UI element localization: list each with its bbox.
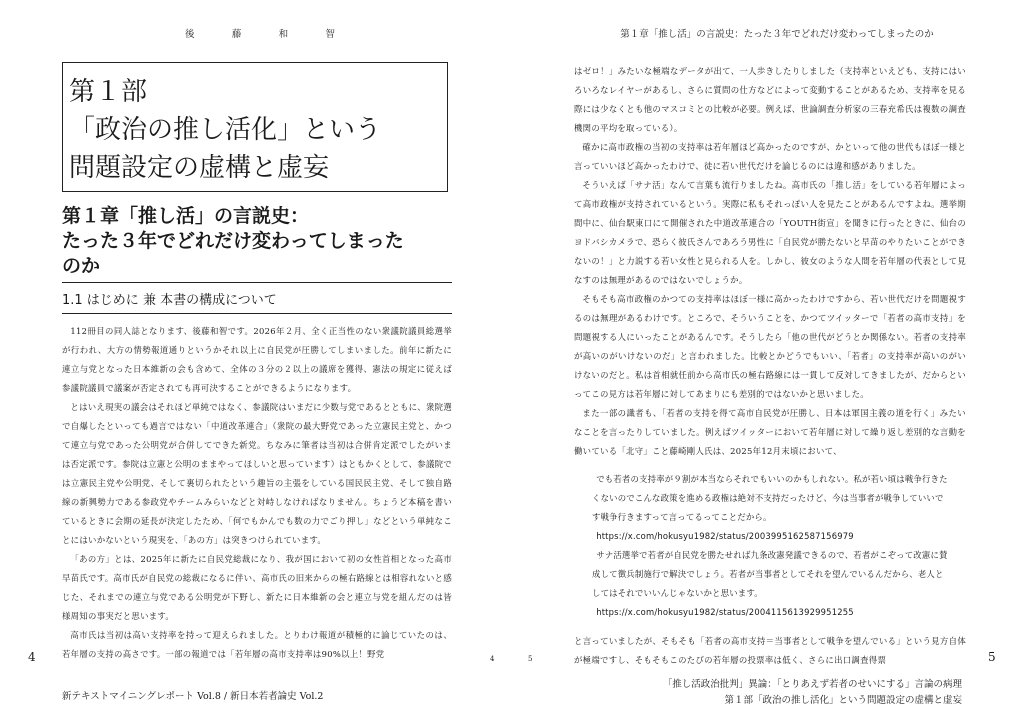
part-title-box	[62, 62, 448, 192]
quote-url-link[interactable]: https://x.com/hokusyu1982/status/2004115613929951255	[596, 607, 854, 617]
right-page	[512, 0, 1024, 726]
left-body-text	[62, 322, 452, 664]
chapter-title	[62, 204, 452, 283]
running-head-author	[185, 26, 335, 40]
page-number: 5	[988, 650, 996, 664]
paragraph: 112冊目の同人誌となります、後藤和智です。2026年２月、全く正当性のない衆議院議員総選挙が行われ、大方の情勢報道通りというかそれ以上に自民党が圧勝してしまいました。前年に新たに連立与党となった日本維新の会も含めて、全体の３分の２以上の議席を獲得、憲法の規定に従えば参議院議員で議案が否定されても再可決することができるようになります。	[62, 326, 452, 393]
footer	[663, 677, 962, 709]
paragraph: そもそも高市政権のかつての支持率はほぼ一様に高かったわけですから、若い世代だけを問題視するのは無理があるわけです。ところで、そういうことを、かつてツイッターで「若者の高市支持」を問題視する人にいったことがあるんです。そうしたら「他の世代がどうとか関係ない。若者の支持率が高いのがいけないのだ」と言われました。比較とかどうでもいい、「若者」の支持率が高いのがいけないのだと。私は首相就任前から高市氏の極右路線には一貫して反対してきましたが、だからといってこの見方は若年層に対してあまりにも差別的ではないかと思いました。	[574, 294, 966, 399]
closing-text	[574, 632, 966, 670]
quote-url-link[interactable]: https://x.com/hokusyu1982/status/2003995162587156979	[596, 531, 854, 541]
running-head-char: 智	[325, 29, 335, 40]
running-head-char: 藤	[231, 29, 242, 40]
footer-line: 「推し活政治批判」異論：「とりあえず若者のせいにする」言論の病理	[662, 679, 962, 690]
page-number: 4	[28, 650, 36, 664]
paragraph: とはいえ現実の議会はそれほど単純ではなく、参議院はいまだに少数与党であるとともに、衆院選で自爆したといっても過言ではない「中道改革連合」（衆院の最大野党であった立憲民主党と、かつて連立与党であった公明党が合併してできた新党。ちなみに筆者は当初は合併肯定派でしたがいまは否定派です。参院は立憲と公明のままやってほしいと思っています）はともかくとして、参議院では立憲民主党や公明党、そして裏切られたという趣旨の主張をしている国民民主党、そして独自路線の新興勢力である参政党やチームみらいなどと対峙しなければなりません。ちょうど本稿を書いているときに会期の延長が決定したため、「何でもかんでも数の力でごり押し」などという単純なことにはいかないという現実を、「あの方」は突きつけられています。	[62, 402, 452, 545]
paragraph: はゼロ！」みたいな極端なデータが出て、一人歩きしたりしました（支持率といえども、支持にはいろいろなレイヤーがあるし、さらに質問の仕方などによって変動することがあるため、支持率を見る際には少なくとも他のマスコミとの比較が必要。例えば、世論調査分析家の三春充希氏は複数の調査機関の平均を取っている）。	[574, 66, 966, 133]
paragraph: と言っていましたが、そもそも「若者の高市支持＝当事者として戦争を望んでいる」という見方自体が極端ですし、そもそもこのたびの若年層の投票率は低く、さらに出口調査得票	[574, 636, 966, 665]
chapter-title-line: たった３年でどれだけ変わってしまった	[62, 230, 404, 252]
part-title-line: 「政治の推し活化」という	[69, 115, 382, 145]
running-head-char: 和	[278, 29, 289, 40]
small-page-number: 5	[528, 655, 533, 663]
quote-text: サナ活選挙で若者が自民党を勝たせれば九条改憲発議できるので、若者がこぞって改憲に賛成して徴兵制施行で解決でしょう。若者が当事者としてそれを望んでいるんだから、老人としてはそれでいいんじゃないかと思います。	[592, 550, 948, 598]
part-title-line: 第１部	[69, 77, 148, 107]
paragraph: 高市氏は当初は高い支持率を持って迎えられました。とりわけ報道が積極的に論じていたのは、若年層の支持の高さです。一部の報道では「若年層の高市支持率は90%以上！野党	[62, 630, 452, 659]
running-head-chapter: 第１章「推し活」の言説史：たった３年でどれだけ変わってしまったのか	[620, 29, 934, 40]
right-body-text	[574, 62, 966, 461]
footer-line: 第１部「政治の推し活化」という問題設定の虚構と虚妄	[724, 695, 962, 706]
paragraph: また一部の識者も、「若者の支持を得て高市自民党が圧勝し、日本は軍国主義の道を行く」みたいなことを言ったりしていました。例えばツイッターにおいて若年層に対して繰り返し差別的な言動を働いている「北守」こと藤崎剛人氏は、2025年12月末頃において、	[574, 408, 966, 456]
paragraph: 確かに高市政権の当初の支持率は若年層ほど高かったのですが、かといって他の世代もほぼ一様と言っていいほど高かったわけで、徒に若い世代だけを論じるのには違和感がありました。	[574, 142, 966, 171]
paragraph: 「あの方」とは、2025年に新たに自民党総裁になり、我が国において初の女性首相となった高市早苗氏です。高市氏が自民党の総裁になるに伴い、高市氏の旧来からの極右路線とは相容れないと感じた、それまでの連立与党である公明党が下野し、新たに日本維新の会と連立与党を組んだのは皆様周知の事実だと思います。	[62, 554, 452, 621]
quote-text: でも若者の支持率が９割が本当ならそれでもいいのかもしれない。私が若い頃は戦争行きたくないのでこんな政策を進める政権は絶対不支持だったけど、今は当事者が戦争していいです戦争行きますって言ってるってことだから。	[592, 474, 948, 522]
block-quote	[592, 470, 952, 622]
chapter-title-line: 第１章「推し活」の言説史：	[62, 205, 310, 227]
small-page-number: 4	[490, 655, 495, 663]
section-heading: 1.1 はじめに 兼 本書の構成について	[62, 291, 452, 314]
running-head-char: 後	[185, 29, 195, 40]
footer: 新テキストマイニングレポート Vol.8 / 新日本若者論史 Vol.2	[62, 691, 324, 702]
chapter-title-line: のか	[62, 255, 101, 277]
part-title-line: 問題設定の虚構と虚妄	[69, 153, 330, 183]
paragraph: そういえば「サナ活」なんて言葉も流行りましたね。高市氏の「推し活」をしている若年層によって高市政権が支持されているという。実際に私もそれっぽい人を見たことがあるんですよね。選挙期間中に、仙台駅東口にて開催された中道改革連合の「YOUTH街宣」を聞きに行ったときに、仙台のヨドバシカメラで、恐らく彼氏さんであろう男性に「自民党が勝たないと早苗のやりたいことができないの！」と力説する若い女性と見られる人を。しかし、彼女のような人間を若年層の代表として見なすのは無理があるのではないでしょうか。	[574, 180, 966, 285]
